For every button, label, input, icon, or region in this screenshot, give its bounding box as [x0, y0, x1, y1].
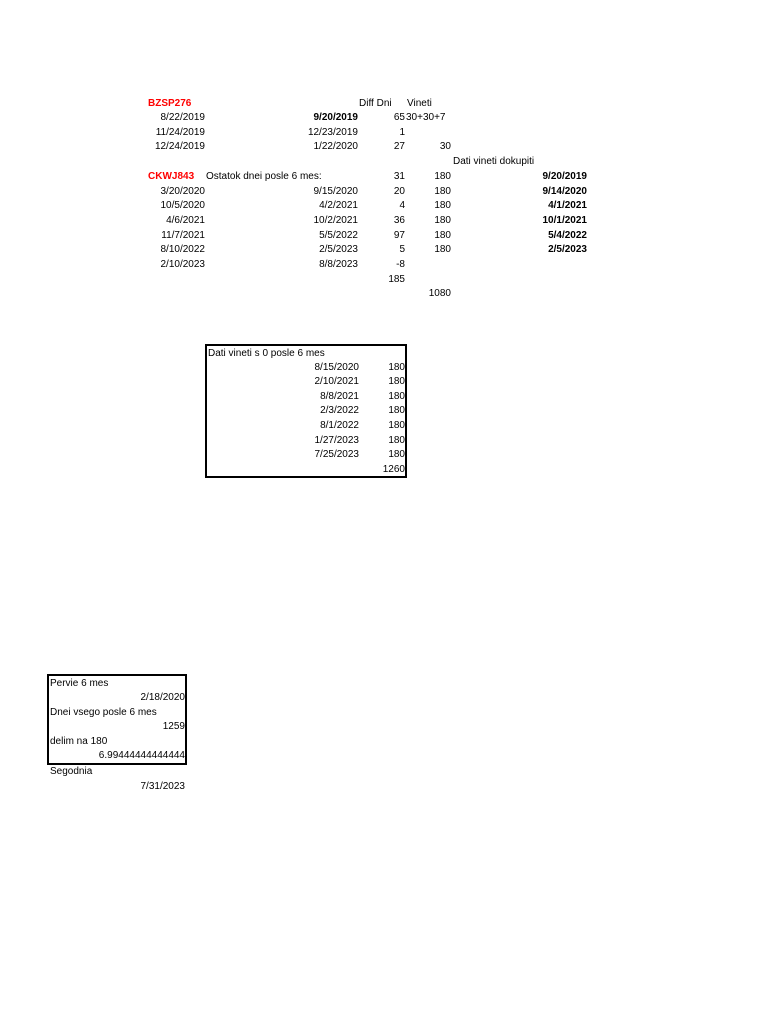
- cell-vineti: 180: [434, 200, 451, 211]
- value-delim-na-180: 6.99444444444444: [98, 750, 185, 761]
- cell-start-date: 11/7/2021: [161, 230, 205, 241]
- value-pervie-6-mes: 2/18/2020: [140, 692, 185, 703]
- cell-start-date: 8/22/2019: [160, 112, 205, 123]
- cell-dokupiti: 5/4/2022: [548, 230, 587, 241]
- cell-dokupiti: 9/20/2019: [542, 171, 587, 182]
- box-total: 1260: [382, 464, 405, 475]
- cell-dokupiti: 9/14/2020: [542, 186, 587, 197]
- cell-end-date: 9/20/2019: [313, 112, 358, 123]
- row-date: 8/1/2022: [320, 420, 359, 431]
- cell-end-date: 5/5/2022: [319, 230, 358, 241]
- header-diff-dni: Diff Dni: [359, 98, 392, 109]
- summary-box: [47, 674, 187, 765]
- cell-diff: 65: [393, 112, 405, 123]
- cell-dokupiti: 10/1/2021: [542, 215, 587, 226]
- cell-dokupiti: 4/1/2021: [548, 200, 587, 211]
- row-date: 7/25/2023: [314, 449, 359, 460]
- cell-dokupiti: 2/5/2023: [548, 244, 587, 255]
- label-dnei-vsego: Dnei vsego posle 6 mes: [50, 707, 157, 718]
- row-value: 180: [388, 449, 405, 460]
- row-date: 1/27/2023: [314, 435, 359, 446]
- cell-end-date: 10/2/2021: [313, 215, 358, 226]
- row-value: 180: [388, 405, 405, 416]
- cell-diff: 97: [393, 230, 405, 241]
- cell-start-date: 11/24/2019: [155, 127, 205, 138]
- cell-diff: 31: [393, 171, 405, 182]
- vineti-after-6-months-box: [205, 344, 407, 478]
- cell-end-date: 2/5/2023: [319, 244, 358, 255]
- cell-vineti: 180: [434, 186, 451, 197]
- cell-end-date: 8/8/2023: [319, 259, 358, 270]
- cell-end-date: 1/22/2020: [313, 141, 358, 152]
- row-value: 180: [388, 362, 405, 373]
- cell-vineti: 180: [434, 171, 451, 182]
- plate-number-2: CKWJ843: [148, 171, 195, 182]
- cell-vineti: 180: [434, 230, 451, 241]
- sum-diff: 185: [388, 274, 405, 285]
- row-date: 2/10/2021: [314, 376, 359, 387]
- label-dati-vineti-dokupiti: Dati vineti dokupiti: [453, 156, 535, 167]
- cell-diff: 20: [393, 186, 405, 197]
- cell-diff: 27: [393, 141, 405, 152]
- cell-diff: 5: [399, 244, 405, 255]
- cell-end-date: 4/2/2021: [319, 200, 358, 211]
- cell-vineti: 180: [434, 244, 451, 255]
- row-date: 8/15/2020: [314, 362, 359, 373]
- plate-number-1: BZSP276: [148, 98, 192, 109]
- label-ostatok: Ostatok dnei posle 6 mes:: [206, 171, 322, 182]
- cell-start-date: 4/6/2021: [166, 215, 205, 226]
- cell-vineti: 30+30+7: [406, 112, 446, 123]
- row-value: 180: [388, 376, 405, 387]
- label-segodnia: Segodnia: [50, 766, 93, 777]
- cell-start-date: 3/20/2020: [160, 186, 205, 197]
- row-value: 180: [388, 391, 405, 402]
- cell-end-date: 9/15/2020: [313, 186, 358, 197]
- value-segodnia: 7/31/2023: [140, 781, 185, 792]
- cell-diff: 1: [399, 127, 405, 138]
- cell-diff: 36: [393, 215, 405, 226]
- cell-start-date: 10/5/2020: [160, 200, 205, 211]
- sum-vineti: 1080: [428, 288, 451, 299]
- cell-diff: 4: [399, 200, 405, 211]
- cell-vineti: 180: [434, 215, 451, 226]
- row-date: 8/8/2021: [320, 391, 359, 402]
- cell-start-date: 12/24/2019: [154, 141, 205, 152]
- row-value: 180: [388, 420, 405, 431]
- row-date: 2/3/2022: [320, 405, 359, 416]
- row-value: 180: [388, 435, 405, 446]
- header-vineti: Vineti: [407, 98, 432, 109]
- cell-diff: -8: [396, 259, 405, 270]
- cell-start-date: 8/10/2022: [160, 244, 205, 255]
- label-pervie-6-mes: Pervie 6 mes: [50, 678, 109, 689]
- label-delim-na-180: delim na 180: [50, 736, 108, 747]
- cell-end-date: 12/23/2019: [307, 127, 358, 138]
- box-title: Dati vineti s 0 posle 6 mes: [208, 348, 325, 359]
- cell-vineti: 30: [439, 141, 451, 152]
- cell-start-date: 2/10/2023: [160, 259, 205, 270]
- value-dnei-vsego: 1259: [162, 721, 185, 732]
